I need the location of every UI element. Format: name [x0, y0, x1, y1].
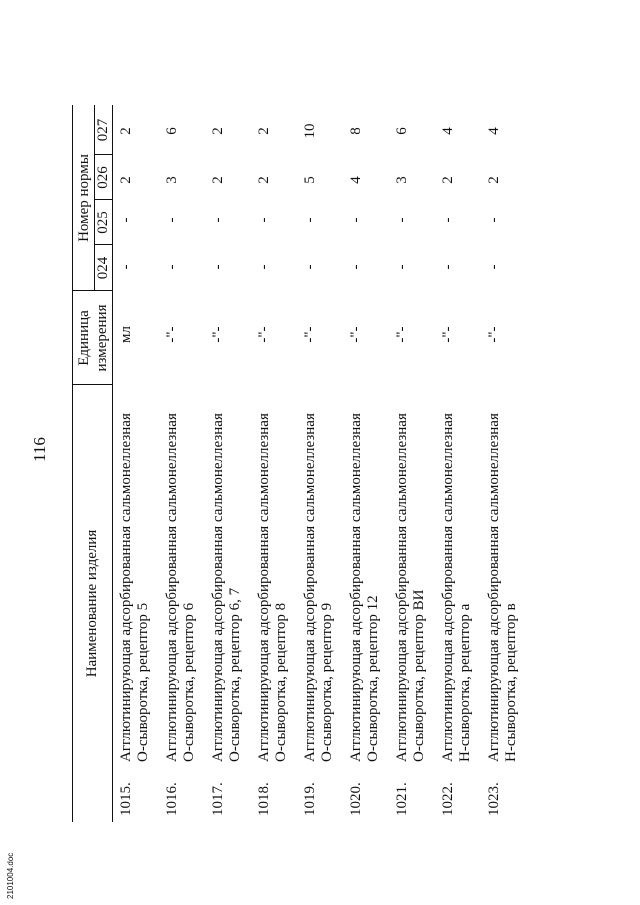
row-unit: -"-	[440, 326, 456, 343]
row-norm-026: 2	[440, 176, 456, 184]
row-norm-027: 10	[302, 123, 318, 139]
row-norm-025: -	[394, 217, 410, 223]
row-name: Агглютинирующая адсорбированная сальмонеллезная О-сыворотка, рецептор 5	[118, 413, 151, 762]
row-name: Агглютинирующая адсорбированная сальмонеллезная О-сыворотка, рецептор 6	[164, 413, 197, 762]
row-norm-024: -	[486, 264, 502, 270]
table-row	[296, 0, 342, 905]
row-norm-026: 3	[164, 176, 180, 184]
table-row	[388, 0, 434, 905]
row-norm-024: -	[302, 264, 318, 270]
row-norm-025: -	[164, 217, 180, 223]
row-number: 1023.	[486, 782, 502, 816]
row-norm-024: -	[210, 264, 226, 270]
row-norm-027: 4	[440, 127, 456, 135]
row-norm-025: -	[302, 217, 318, 223]
row-number: 1020.	[348, 782, 364, 816]
row-number: 1021.	[394, 782, 410, 816]
row-unit: -"-	[394, 326, 410, 343]
row-norm-026: 2	[210, 176, 226, 184]
row-norm-025: -	[440, 217, 456, 223]
row-name: Агглютинирующая адсорбированная сальмонеллезная Н-сыворотка, рецептор в	[486, 413, 519, 762]
header-norm-group: Номер нормы	[76, 154, 92, 242]
row-norm-025: -	[348, 217, 364, 223]
row-name: Агглютинирующая адсорбированная сальмонеллезная О-сыворотка, рецептор ВИ	[394, 413, 427, 762]
row-name: Агглютинирующая адсорбированная сальмонеллезная О-сыворотка, рецептор 8	[256, 413, 289, 762]
table-row	[112, 0, 158, 905]
row-number: 1022.	[440, 782, 456, 816]
row-norm-024: -	[118, 264, 134, 270]
row-unit: -"-	[164, 326, 180, 343]
row-norm-024: -	[348, 264, 364, 270]
row-name: Агглютинирующая адсорбированная сальмонеллезная О-сыворотка, рецептор 12	[348, 413, 381, 762]
row-norm-027: 2	[118, 127, 134, 135]
row-norm-024: -	[164, 264, 180, 270]
table-row	[434, 0, 480, 905]
header-col-026: 026	[95, 166, 111, 189]
row-norm-025: -	[486, 217, 502, 223]
row-norm-026: 2	[486, 176, 502, 184]
row-unit: -"-	[256, 326, 272, 343]
row-number: 1018.	[256, 782, 272, 816]
row-number: 1016.	[164, 782, 180, 816]
header-top-rule	[72, 105, 73, 822]
row-norm-025: -	[118, 217, 134, 223]
row-number: 1017.	[210, 782, 226, 816]
row-unit: -"-	[210, 326, 226, 343]
footer-filename: 2101004.doc	[6, 852, 15, 899]
row-norm-024: -	[440, 264, 456, 270]
row-norm-025: -	[256, 217, 272, 223]
row-name: Агглютинирующая адсорбированная сальмонеллезная О-сыворотка, рецептор 9	[302, 413, 335, 762]
row-norm-025: -	[210, 217, 226, 223]
row-norm-027: 2	[256, 127, 272, 135]
row-name: Агглютинирующая адсорбированная сальмонеллезная Н-сыворотка, рецептор а	[440, 413, 473, 762]
row-norm-027: 4	[486, 127, 502, 135]
header-col-024: 024	[95, 256, 111, 280]
row-norm-027: 2	[210, 127, 226, 135]
page-number: 116	[30, 437, 49, 462]
row-norm-024: -	[394, 264, 410, 270]
header-name: Наименование изделия	[84, 529, 100, 678]
row-unit: мл	[118, 326, 134, 343]
table-row	[480, 0, 526, 905]
row-unit: -"-	[486, 326, 502, 343]
table-row	[204, 0, 250, 905]
row-norm-027: 8	[348, 127, 364, 135]
row-norm-026: 2	[118, 176, 134, 184]
table-row	[158, 0, 204, 905]
table-row	[342, 0, 388, 905]
row-name: Агглютинирующая адсорбированная сальмонеллезная О-сыворотка, рецептор 6, 7	[210, 413, 243, 762]
header-unit-line1: Единица	[76, 310, 92, 366]
row-norm-026: 5	[302, 176, 318, 184]
row-norm-026: 4	[348, 176, 364, 184]
row-norm-024: -	[256, 264, 272, 270]
table-row	[250, 0, 296, 905]
row-norm-026: 2	[256, 176, 272, 184]
row-norm-026: 3	[394, 176, 410, 184]
row-number: 1019.	[302, 782, 318, 816]
row-unit: -"-	[348, 326, 364, 343]
row-norm-027: 6	[394, 127, 410, 135]
row-unit: -"-	[302, 326, 318, 343]
header-col-027: 027	[95, 118, 111, 142]
row-norm-027: 6	[164, 127, 180, 135]
header-unit-line2: измерения	[94, 304, 110, 372]
header-col-025: 025	[95, 211, 111, 234]
row-number: 1015.	[118, 782, 134, 816]
